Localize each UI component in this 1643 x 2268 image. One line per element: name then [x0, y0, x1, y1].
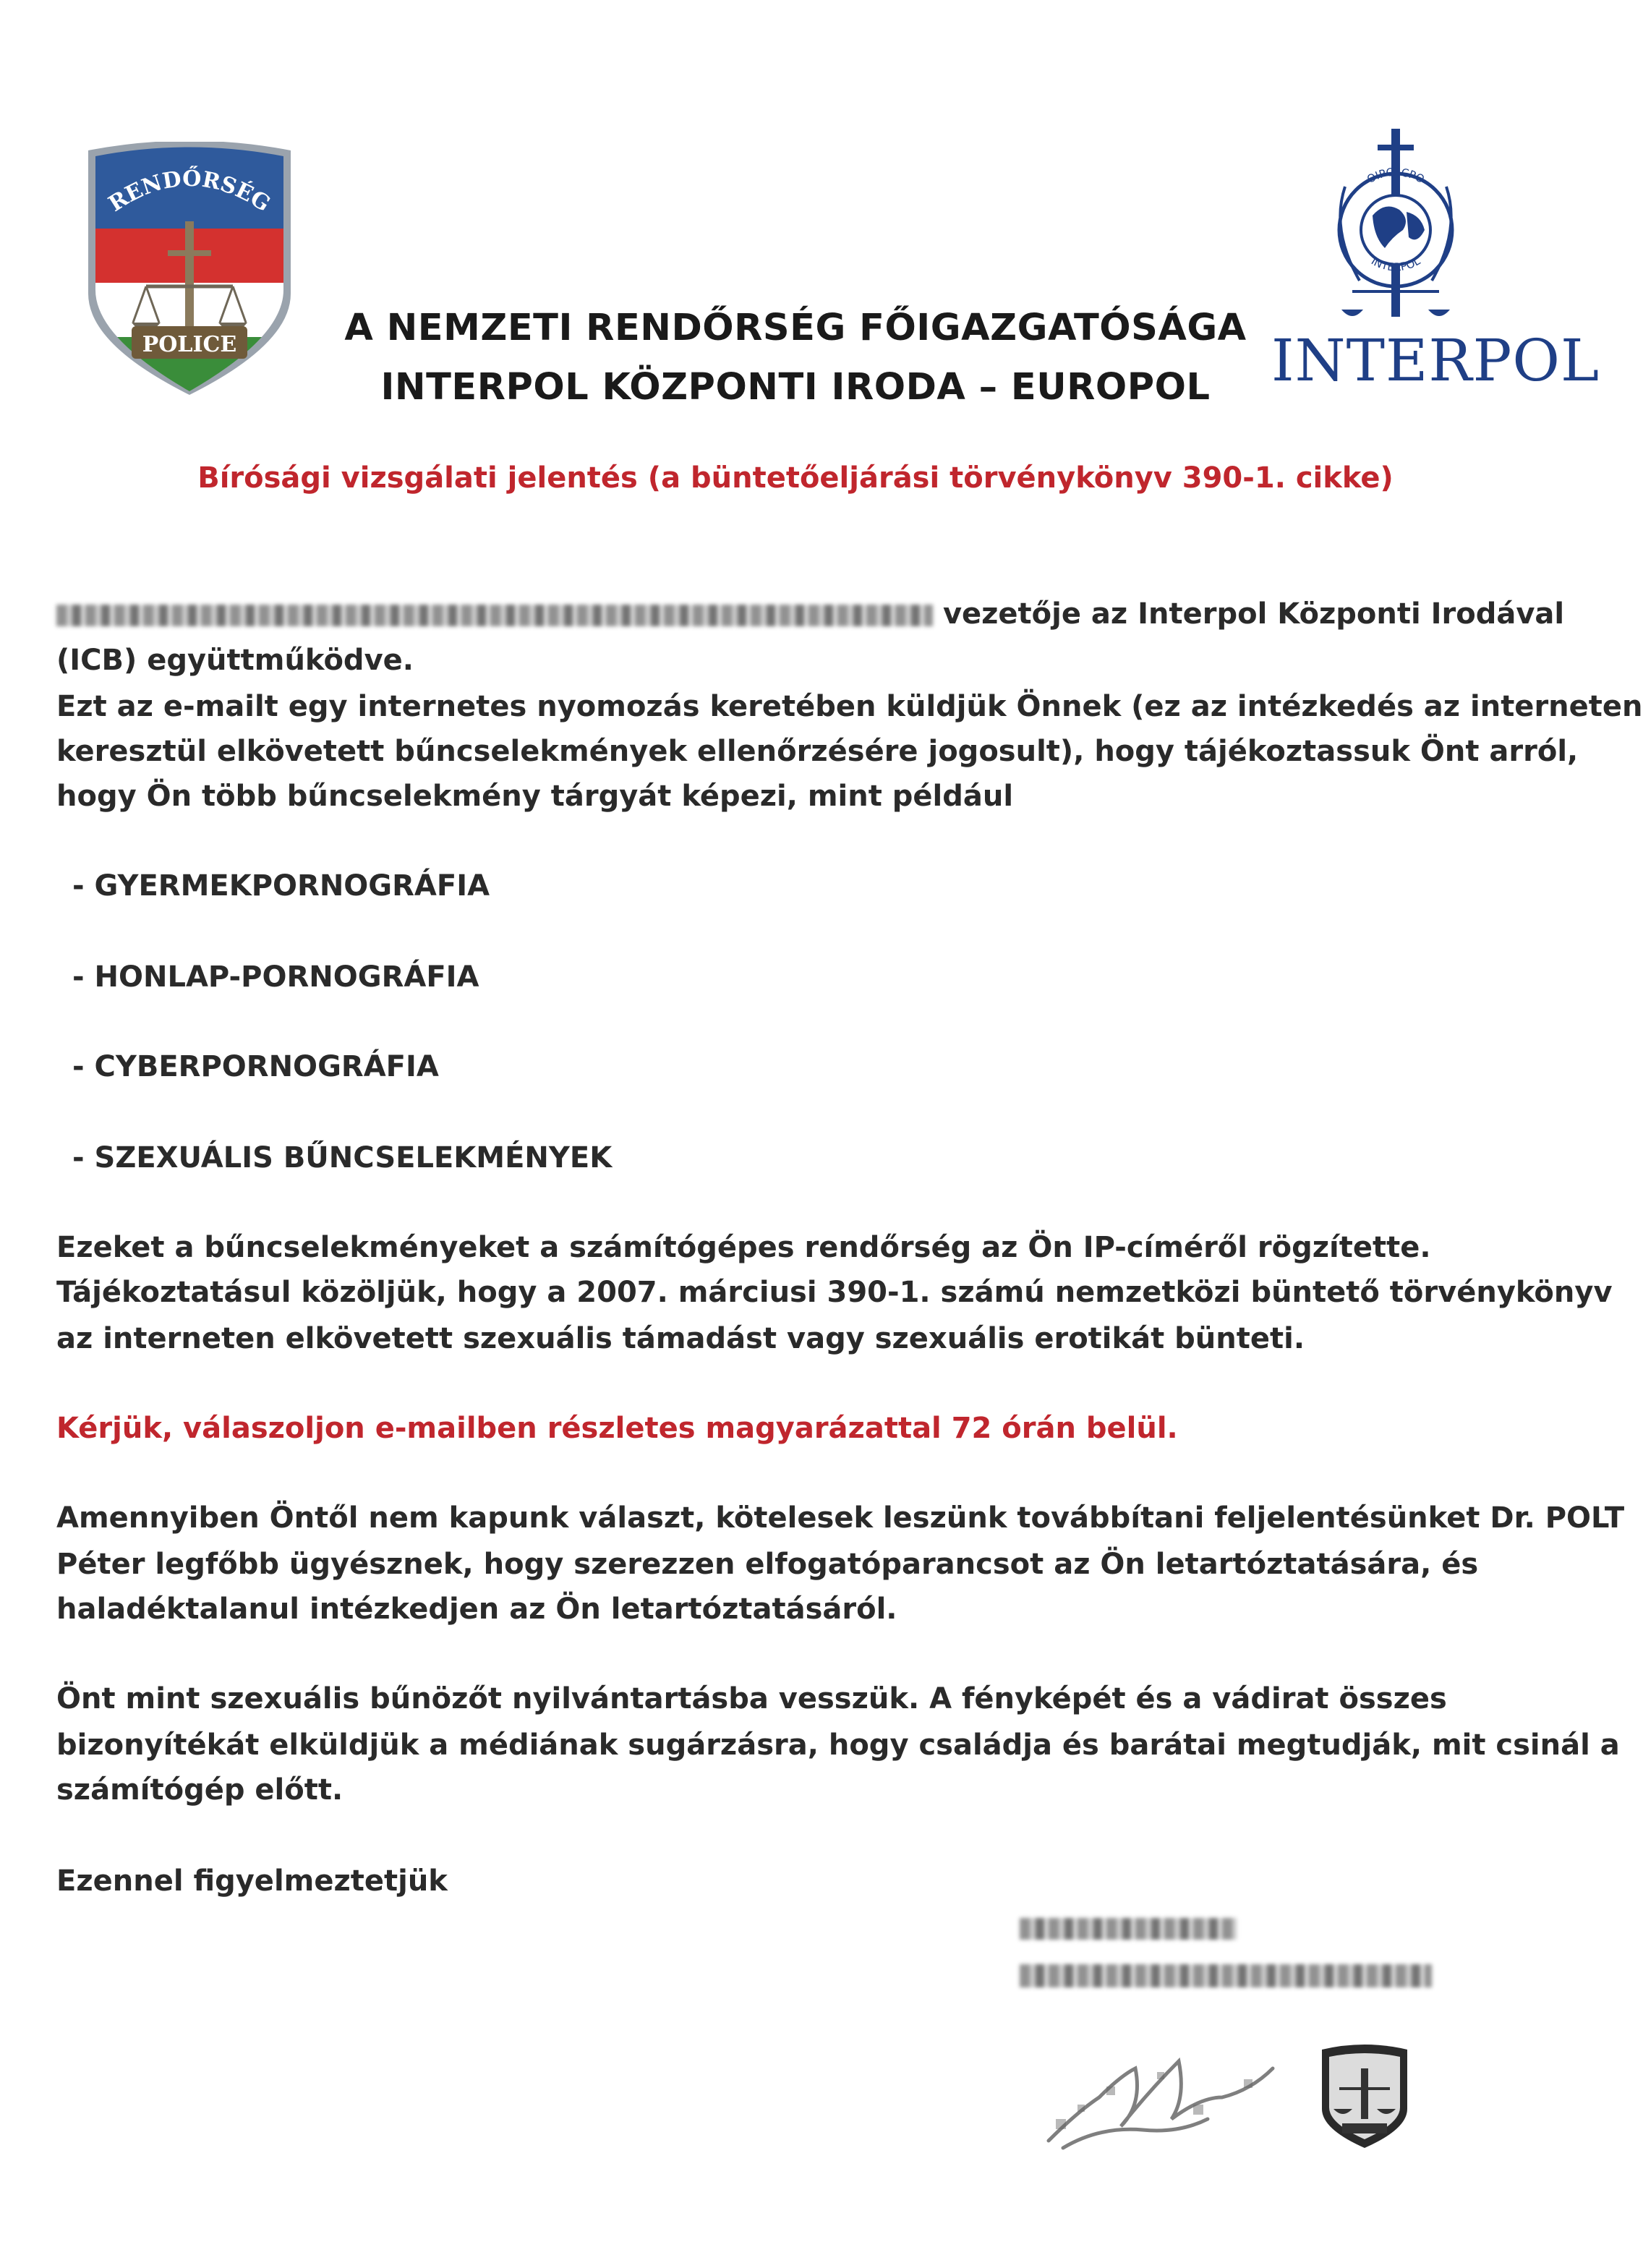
page-title-line1: A NEMZETI RENDŐRSÉG FŐIGAZGATÓSÁGA [344, 307, 1247, 349]
svg-text:OIPC ICPO: OIPC ICPO [1365, 165, 1427, 187]
paragraph-2-line-3: az interneten elkövetett szexuális támadást vagy szexuális erotikát bünteti. [56, 1322, 1305, 1355]
closing-line: Ezennel figyelmeztetjük [56, 1864, 448, 1898]
small-police-stamp-icon [1318, 2044, 1412, 2149]
list-item: - HONLAP-PORNOGRÁFIA [72, 960, 479, 994]
paragraph-2-line-2: Tájékoztatásul közöljük, hogy a 2007. márciusi 390-1. számú nemzetközi büntető törvénykönyv [56, 1276, 1613, 1309]
paragraph-2-line-1: Ezeket a bűncselekményeket a számítógépes rendőrség az Ön IP-címéről rögzítette. [56, 1231, 1431, 1264]
list-item: - GYERMEKPORNOGRÁFIA [72, 869, 490, 903]
svg-text:INTERPOL: INTERPOL [1368, 254, 1422, 274]
paragraph-1-line-5: hogy Ön több bűncselekmény tárgyát képezi, mint például [56, 780, 1014, 813]
interpol-emblem [1316, 129, 1475, 331]
rendorseg-police-logo [81, 142, 298, 395]
paragraph-1-line-4: keresztül elkövetett bűncselekmények ellenőrzésére jogosult), hogy tájékoztassuk Önt arról, [56, 735, 1579, 768]
interpol-wordmark: INTERPOL [1271, 327, 1600, 394]
report-subtitle: Bírósági vizsgálati jelentés (a büntetőeljárási törvénykönyv 390-1. cikke) [197, 461, 1394, 495]
redacted-sender-name [56, 605, 933, 626]
response-deadline-warning: Kérjük, válaszoljon e-mailben részletes magyarázattal 72 órán belül. [56, 1412, 1178, 1445]
redacted-signer-title [1020, 1964, 1432, 1987]
paragraph-3-line-1: Amennyiben Öntől nem kapunk választ, kötelesek leszünk továbbítani feljelentésünket Dr. POLT [56, 1501, 1625, 1535]
redacted-signer-name [1020, 1918, 1237, 1940]
paragraph-4-line-3: számítógép előtt. [56, 1773, 343, 1807]
page-title-line2: INTERPOL KÖZPONTI IRODA – EUROPOL [380, 366, 1211, 409]
svg-text:POLICE: POLICE [142, 332, 237, 357]
paragraph-1-line-3: Ezt az e-mailt egy internetes nyomozás keretében küldjük Önnek (ez az intézkedés az interneten [56, 690, 1643, 723]
paragraph-3-line-3: haladéktalanul intézkedjen az Ön letartóztatásáról. [56, 1593, 897, 1626]
paragraph-1-line-1: vezetője az Interpol Központi Irodával [56, 597, 1564, 631]
list-item: - CYBERPORNOGRÁFIA [72, 1050, 439, 1083]
paragraph-4-line-2: bizonyítékát elküldjük a médiának sugárzásra, hogy családja és barátai megtudják, mit csinál a [56, 1728, 1620, 1762]
svg-text:RENDŐRSÉG: RENDŐRSÉG [104, 166, 275, 218]
signature-scribble [1034, 2018, 1309, 2155]
paragraph-3-line-2: Péter legfőbb ügyésznek, hogy szerezzen elfogatóparancsot az Ön letartóztatására, és [56, 1548, 1479, 1581]
paragraph-1-line-2: (ICB) együttműködve. [56, 644, 414, 677]
paragraph-4-line-1: Önt mint szexuális bűnözőt nyilvántartásba vesszük. A fényképét és a vádirat összes [56, 1682, 1447, 1715]
list-item: - SZEXUÁLIS BŰNCSELEKMÉNYEK [72, 1141, 613, 1174]
